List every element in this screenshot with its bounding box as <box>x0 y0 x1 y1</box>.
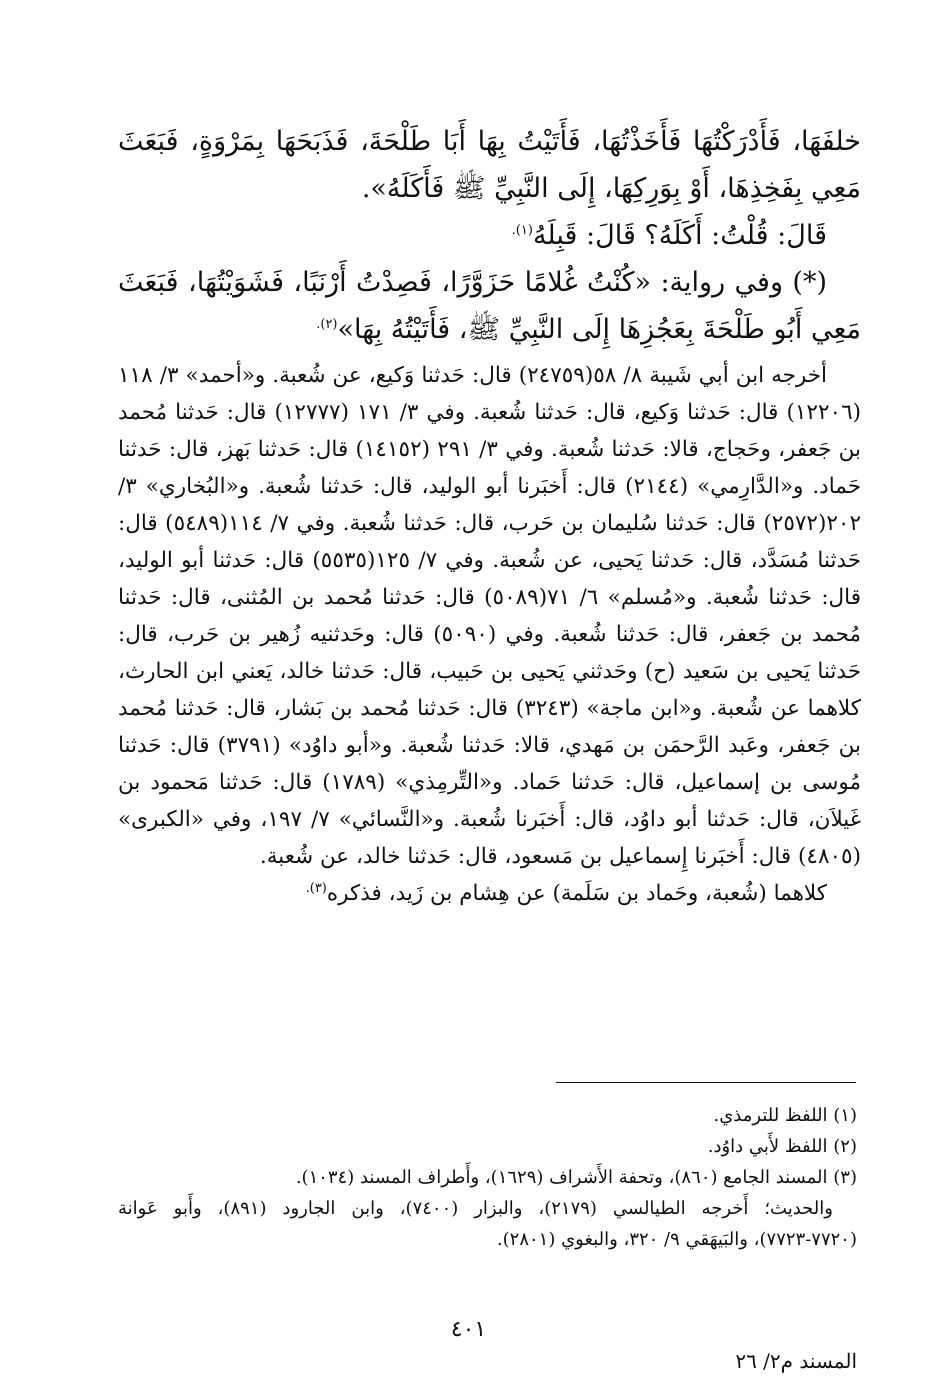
footnote-divider <box>556 1082 856 1083</box>
footnote-2: (٢) اللفظ لأَبي داوُد. <box>707 1136 857 1157</box>
takhrij-paragraph-2 <box>118 875 861 912</box>
footnote-1: (١) اللفظ للترمذي. <box>713 1105 857 1126</box>
hadith-paragraph-1: خلفَهَا، فَأَدْرَكْتُهَا فَأَخَذْتُهَا، فَأَتَيْتُ بِهَا أَبَا طَلْحَةَ، فَذَبَحَهَا بِمَرْوَةٍ، فَبَعَثَ مَعِي بِفَخِذِهَا، أَوْ بِوَرِكِهَا، إِلَى النَّبِيِّ ﷺ فَأَكَلَهُ». <box>118 126 861 204</box>
takhrij-section <box>118 357 861 912</box>
footnote-ref-3: (٣). <box>305 880 327 896</box>
takhrij-paragraph-1: أخرجه ابن أبي شَيبة ٨/ ٥٨(٢٤٧٥٩) قال: حَدثنا وَكيع، عن شُعبة. و«أحمد» ٣/ ١١٨ (١٢٢٠٦) قال: حَدثنا وَكيع، قال: حَدثنا شُعبة. وفي ٣/ ١٧١ (١٢٧٧٧) قال: حَدثنا مُحمد بن جَعفر، وحَجاج، قالا: حَدثنا شُعبة. وفي ٣/ ٢٩١ (١٤١٥٢) قال: حَدثنا بَهز، قال: حَدثنا حَماد. و«الدَّارِمي» (٢١٤٤) قال: أَخبَرنا أبو الوليد، قال: حَدثنا شُعبة. و«البُخاري» ٣/ ٢٠٢(٢٥٧٢) قال: حَدثنا سُليمان بن حَرب، قال: حَدثنا شُعبة. وفي ٧/ ١١٤(٥٤٨٩) قال: حَدثنا مُسَدَّد، قال: حَدثنا يَحيى، عن شُعبة. وفي ٧/ ١٢٥(٥٥٣٥) قال: حَدثنا أبو الوليد، قال: حَدثنا شُعبة. و«مُسلم» ٦/ ٧١(٥٠٨٩) قال: حَدثنا مُحمد بن المُثنى، قال: حَدثنا مُحمد بن جَعفر، قال: حَدثنا شُعبة. وفي (٥٠٩٠) قال: وحَدثنيه زُهير بن حَرب، قال: حَدثنا يَحيى بن سَعيد (ح) وحَدثني يَحيى بن حَبيب، قال: حَدثنا خالد، يَعني ابن الحارث، كلاهما عن شُعبة. و«ابن ماجة» (٣٢٤٣) قال: حَدثنا مُحمد بن بَشار، قال: حَدثنا مُحمد بن جَعفر، وعَبد الرَّحمَن بن مَهدي، قالا: حَدثنا شُعبة. و«أبو داوُد» (٣٧٩١) قال: حَدثنا مُوسى بن إسماعيل، قال: حَدثنا حَماد. و«التِّرمِذي» (١٧٨٩) قال: حَدثنا مَحمود بن غَيلاَن، قال: حَدثنا أبو داوُد، قال: أَخبَرنا شُعبة. و«النَّسائي» ٧/ ١٩٧، وفي «الكبرى» (٤٨٠٥) قال: أَخبَرنا إِسماعيل بن مَسعود، قال: حَدثنا خالد، عن شُعبة. <box>118 363 862 869</box>
page-number: ٤٠١ <box>450 1317 487 1342</box>
hadith-variant-paragraph <box>118 259 861 353</box>
page-content <box>118 118 861 912</box>
footnote-3-continuation: والحديث؛ أَخرجه الطيالسي (٢١٧٩)، والبزار (٧٤٠٠)، وابن الجارود (٨٩١)، وأَبو عَوانة (٧٧٢٠-٧٧٢٣)، والبَيهَقي ٩/ ٣٢٠، والبغوي (٢٨٠١). <box>118 1198 857 1250</box>
hadith-paragraph-2-text: قَالَ: قُلْتُ: أَكَلَهُ؟ قَالَ: قَبِلَهُ <box>532 220 827 251</box>
footnote-ref-2: (٢). <box>316 317 338 332</box>
hadith-text <box>118 118 861 353</box>
footnote-ref-1: (١). <box>511 223 533 238</box>
printer-signature: المسند م٢/ ٢٦ <box>735 1349 857 1373</box>
footnote-3: (٣) المسند الجامع (٨٦٠)، وتحفة الأَشراف (١٦٢٩)، وأَطراف المسند (١٠٣٤). <box>295 1167 857 1188</box>
hadith-variant-text: (*) وفي رواية: «كُنْتُ غُلامًا حَزَوَّرًا، فَصِدْتُ أَرْنَبًا، فَشَوَيْتُهَا، فَبَعَثَ مَعِي أَبُو طَلْحَةَ بِعَجُزِهَا إِلَى النَّبِيِّ ﷺ، فَأَتَيْتُهُ بِهَا» <box>118 267 861 345</box>
takhrij-paragraph-2-text: كلاهما (شُعبة، وحَماد بن سَلَمة) عن هِشام بن زَيد، فذكره <box>326 881 827 906</box>
footnotes <box>118 1100 857 1255</box>
hadith-paragraph-2 <box>118 212 861 259</box>
